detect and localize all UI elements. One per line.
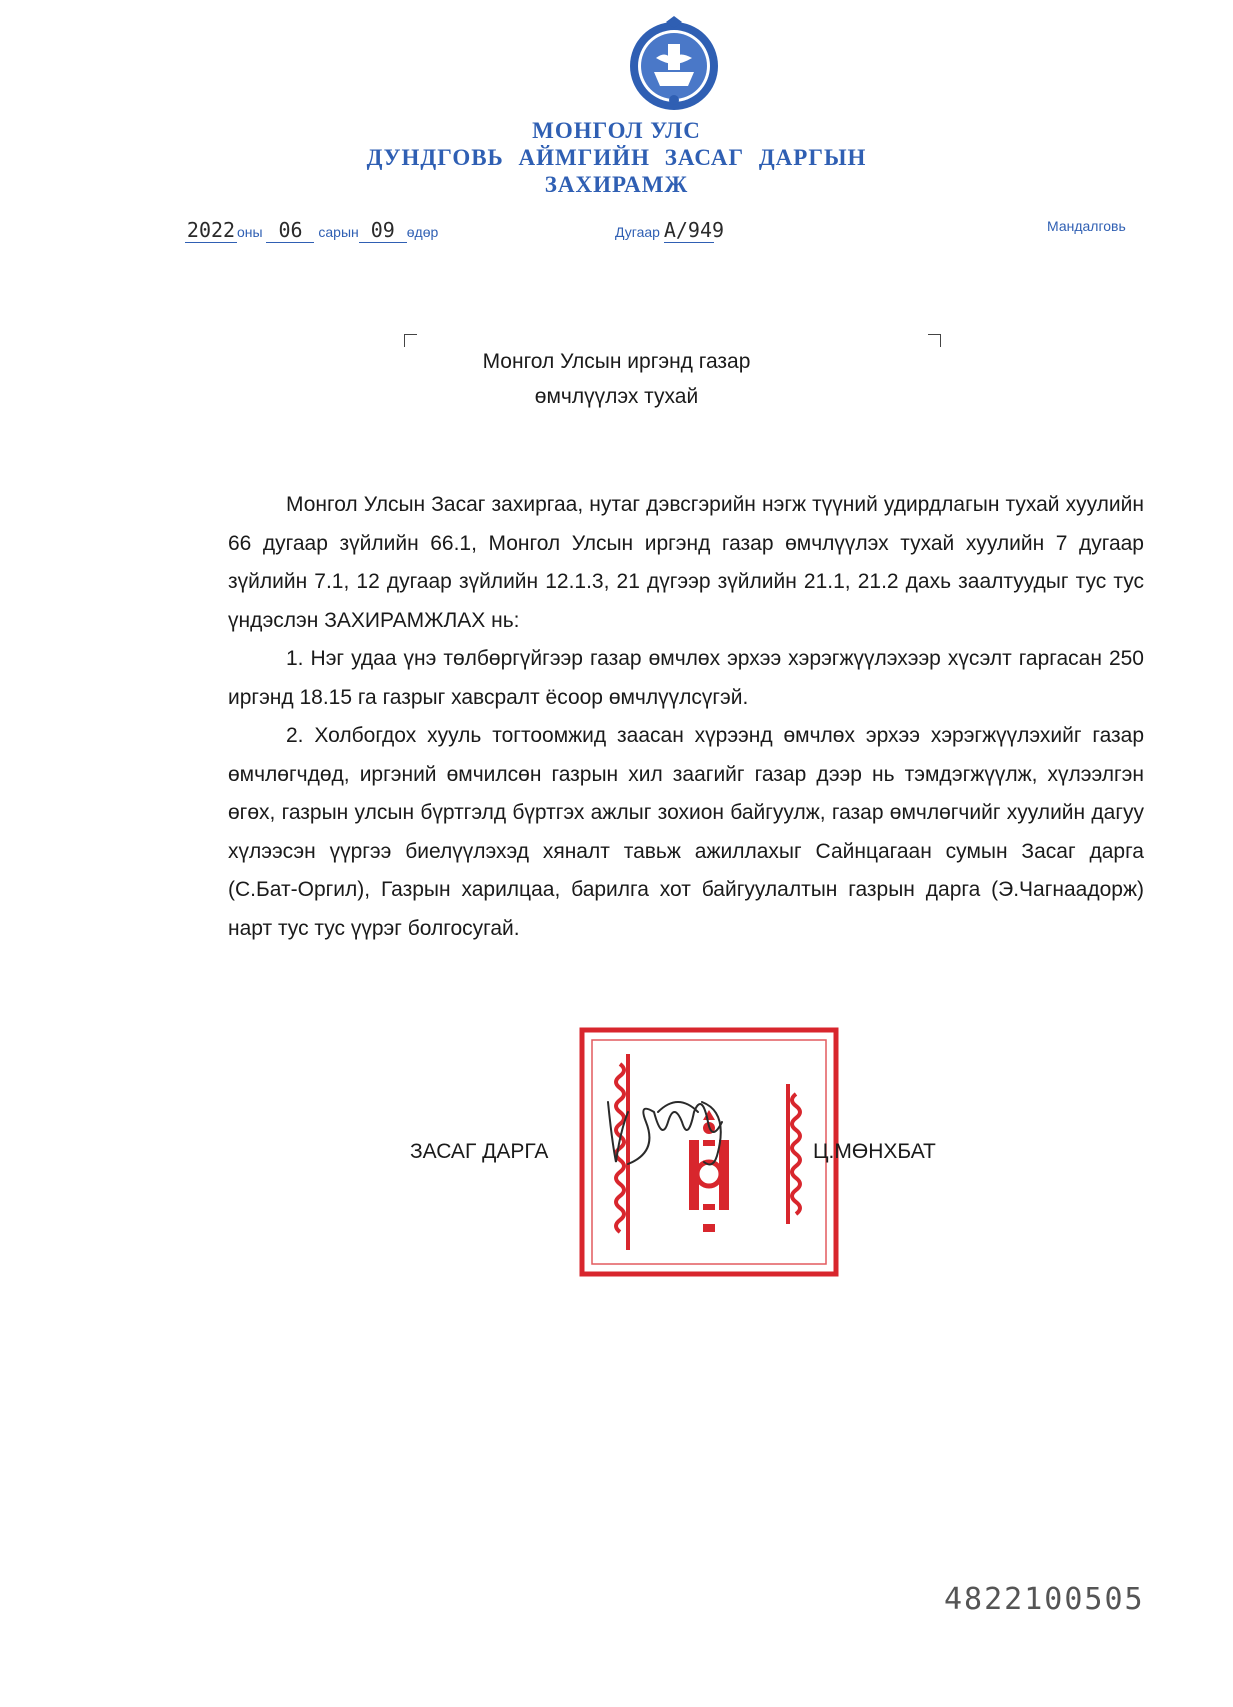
handwritten-signature bbox=[598, 1082, 748, 1174]
serial-number: 4822100505 bbox=[944, 1582, 1145, 1617]
preamble-paragraph: Монгол Улсын Засаг захиргаа, нутаг дэвсгэрийн нэгж түүний удирдлагын тухай хуулийн 66 дугаар зүйлийн 66.1, Монгол Улсын иргэнд газар өмчлүүлэх тухай хуулийн 7 дугаар зүйлийн 7.1, 12 дугаар зүйлийн 12.1.3, 21 дүгээр зүйлийн 21.1, 21.2 дахь заалтуудыг тус тус үндэслэн ЗАХИРАМЖЛАХ нь: bbox=[228, 493, 1144, 632]
document-body bbox=[228, 486, 1144, 948]
authority-heading: ДУНДГОВЬ АЙМГИЙН ЗАСАГ ДАРГЫН bbox=[366, 145, 867, 170]
decision-item-2: 2. Холбогдох хууль тогтоомжид заасан хүрээнд өмчлөх эрхээ хэрэгжүүлэхийг газар өмчлөгчдөд, иргэний өмчилсөн газрын хил заагийг газар дээр нь тэмдэгжүүлж, хүлээлгэн өгөх, газрын улсын бүртгэлд бүртгэх ажлыг зохион байгуулж, газар өмчлөгчийг хуулийн дагуу хүлээсэн үүргээ биелүүлэхэд хяналт тавьж ажиллахыг Сайнцагаан сумын Засаг дарга (С.Бат-Оргил), Газрын харилцаа, барилга хот байгуулалтын газрын дарга (Э.Чагнаадорж) нарт тус тус үүрэг болгосугай. bbox=[228, 724, 1144, 940]
date-line bbox=[185, 218, 438, 243]
decision-item-1: 1. Нэг удаа үнэ төлбөргүйгээр газар өмчлөх эрхээ хэрэгжүүлэхээр хүсэлт гаргасан 250 иргэнд 18.15 га газрыг хавсралт ёсоор өмчлүүлсүгэй. bbox=[228, 647, 1144, 709]
title-corner-left bbox=[404, 334, 417, 347]
month-label: сарын bbox=[318, 224, 359, 240]
year-label: оны bbox=[237, 224, 263, 240]
document-type-heading: ЗАХИРАМЖ bbox=[544, 172, 689, 197]
number-value: А/949 bbox=[663, 218, 725, 242]
signatory-title: ЗАСАГ ДАРГА bbox=[410, 1140, 549, 1163]
year-value: 2022 bbox=[186, 218, 236, 242]
number-line bbox=[615, 218, 725, 243]
day-label: өдөр bbox=[406, 224, 439, 240]
state-emblem-icon bbox=[626, 14, 722, 114]
country-heading: МОНГОЛ УЛС bbox=[532, 118, 701, 143]
title-corner-right bbox=[928, 334, 941, 347]
signatory-name: Ц.МӨНХБАТ bbox=[813, 1140, 936, 1163]
day-value: 09 bbox=[359, 218, 407, 243]
number-label: Дугаар bbox=[615, 224, 660, 240]
month-value: 06 bbox=[266, 218, 314, 243]
place-name: Мандалговь bbox=[1047, 218, 1126, 234]
document-title-line1: Монгол Улсын иргэнд газар bbox=[482, 350, 751, 373]
document-title-line2: өмчлүүлэх тухай bbox=[534, 385, 699, 408]
